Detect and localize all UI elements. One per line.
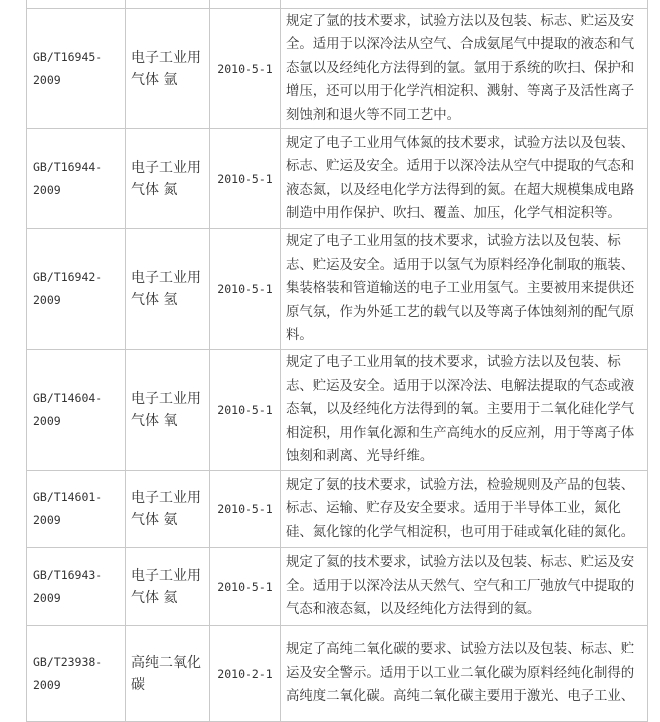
- gas-name-cell: 电子工业用气体 氨: [126, 471, 210, 548]
- table-row: [27, 350, 648, 471]
- table-row: [27, 548, 648, 626]
- standard-number-cell: GB/T16943-2009: [27, 548, 126, 626]
- gas-name-cell: 电子工业用气体 氮: [126, 129, 210, 229]
- description-cell: 规定了电子工业用气体氮的技术要求，试验方法以及包装、标志、贮运及安全。适用于以深冷法从空气中提取的气态和液态氮，以及经电化学方法得到的氮。在超大规模集成电路制造中用作保护、吹扫、覆盖、加压，化学气相淀积等。: [281, 129, 648, 229]
- table-row: [27, 9, 648, 129]
- description-cell: 规定了氦的技术要求，试验方法以及包装、标志、贮运及安全。适用于以深冷法从天然气、空气和工厂弛放气中提取的气态和液态氦，以及经纯化方法得到的氦。: [281, 548, 648, 626]
- description-cell: 规定了氨的技术要求，试验方法，检验规则及产品的包装、标志、运输、贮存及安全要求。适用于半导体工业，氮化硅、氮化镓的化学气相淀积，也可用于硅或氧化硅的氮化。: [281, 471, 648, 548]
- effective-date-cell: 2010-5-1: [210, 129, 281, 229]
- effective-date-cell: 2010-5-1: [210, 350, 281, 471]
- effective-date-cell: 2010-5-1: [210, 548, 281, 626]
- gas-name-cell: 高纯二氧化碳: [126, 626, 210, 722]
- effective-date-cell: 2010-5-1: [210, 229, 281, 350]
- description-cell: [281, 0, 648, 9]
- standard-number-cell: GB/T14604-2009: [27, 350, 126, 471]
- effective-date-cell: [210, 0, 281, 9]
- description-cell: 规定了高纯二氧化碳的要求、试验方法以及包装、标志、贮运及安全警示。适用于以工业二氧化碳为原料经纯化制得的高纯度二氧化碳。高纯二氧化碳主要用于激光、电子工业、: [281, 626, 648, 722]
- table-row: [27, 626, 648, 722]
- gas-name-cell: 电子工业用气体 氢: [126, 229, 210, 350]
- gas-name-cell: 电子工业用气体 氦: [126, 548, 210, 626]
- table-row: [27, 229, 648, 350]
- standard-number-cell: GB/T16942-2009: [27, 229, 126, 350]
- standard-number-cell: GB/T14601-2009: [27, 471, 126, 548]
- gas-name-cell: 电子工业用气体 氧: [126, 350, 210, 471]
- standard-number-cell: GB/T16945-2009: [27, 9, 126, 129]
- table-row: [27, 0, 648, 9]
- description-cell: 规定了电子工业用氢的技术要求，试验方法以及包装、标志、贮运及安全。适用于以氢气为原料经净化制取的瓶装、集装格装和管道输送的电子工业用氢气。主要被用来提供还原气氛，作为外延工艺的载气以及等离子体蚀刻剂的配气原料。: [281, 229, 648, 350]
- standards-table: [26, 0, 648, 722]
- standard-number-cell: GB/T23938-2009: [27, 626, 126, 722]
- description-cell: 规定了电子工业用氧的技术要求，试验方法以及包装、标志、贮运及安全。适用于以深冷法、电解法提取的气态或液态氧，以及经纯化方法得到的氧。主要用于二氧化硅化学气相淀积，用作氧化源和生产高纯水的反应剂，用于等离子体蚀刻和剥离、光导纤维。: [281, 350, 648, 471]
- gas-name-cell: [126, 0, 210, 9]
- effective-date-cell: 2010-5-1: [210, 9, 281, 129]
- table-row: [27, 471, 648, 548]
- gas-name-cell: 电子工业用气体 氩: [126, 9, 210, 129]
- table-row: [27, 129, 648, 229]
- effective-date-cell: 2010-2-1: [210, 626, 281, 722]
- description-cell: 规定了氩的技术要求，试验方法以及包装、标志、贮运及安全。适用于以深冷法从空气、合成氨尾气中提取的液态和气态氩以及经纯化方法得到的氩。氩用于系统的吹扫、保护和增压，还可以用于化学汽相淀积、溅射、等离子及活性离子刻蚀剂和退火等不同工艺中。: [281, 9, 648, 129]
- effective-date-cell: 2010-5-1: [210, 471, 281, 548]
- standard-number-cell: [27, 0, 126, 9]
- standard-number-cell: GB/T16944-2009: [27, 129, 126, 229]
